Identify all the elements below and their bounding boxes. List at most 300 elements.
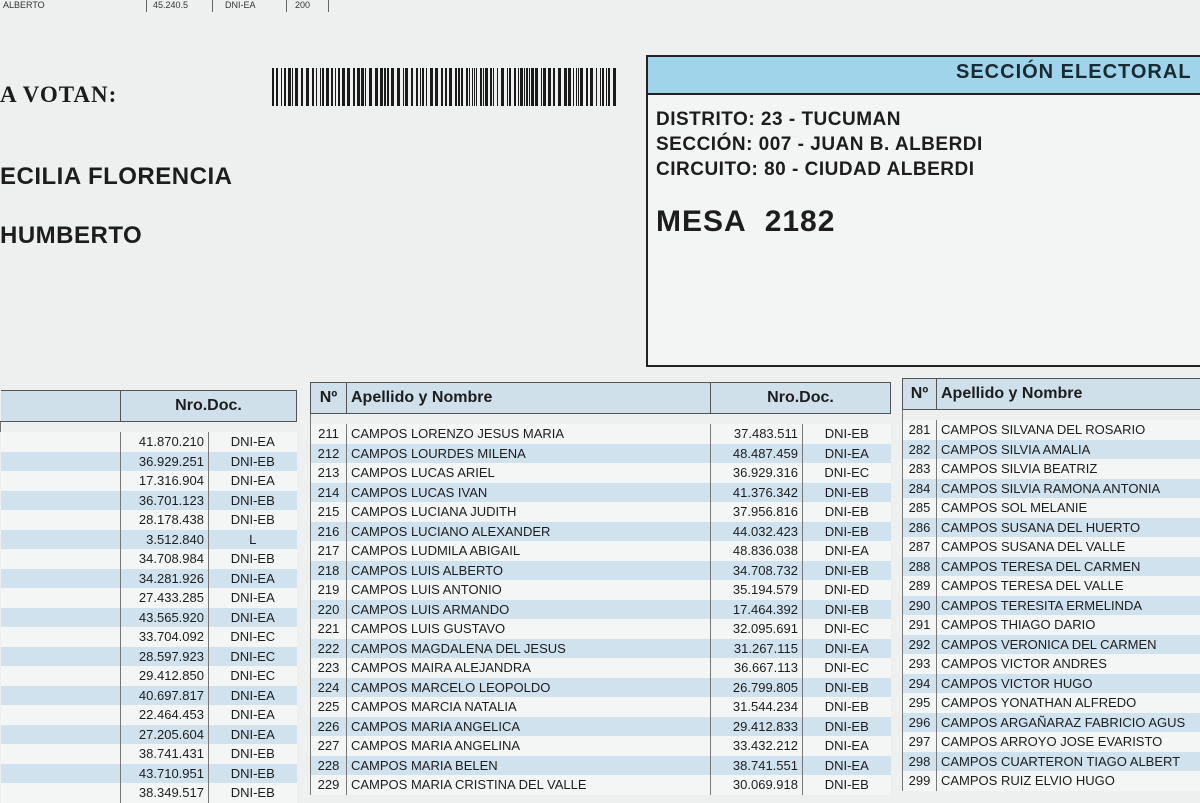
doc-number-cell: 36.667.113: [711, 658, 803, 678]
doc-type-cell: L: [209, 530, 297, 550]
doc-type-cell: DNI-EA: [209, 569, 297, 589]
table-row: [903, 518, 1200, 538]
barcode-bar: [573, 68, 574, 106]
barcode-bar: [608, 68, 610, 106]
voter-name-cell: CAMPOS SILVANA DEL ROSARIO: [937, 420, 1200, 440]
voter-name-cell: CAMPOS SOL MELANIE: [937, 498, 1200, 518]
barcode-bar: [596, 68, 597, 106]
table-row: [903, 771, 1200, 791]
doc-type-cell: DNI-EA: [209, 608, 297, 628]
table-row: [311, 502, 891, 522]
barcode-bar: [590, 68, 593, 106]
table-row: [903, 713, 1200, 733]
name-cell: [1, 705, 121, 725]
order-number-cell: 283: [903, 459, 937, 479]
barcode-bar: [458, 68, 460, 106]
barcode-bar: [602, 68, 604, 106]
table-row: [311, 775, 891, 795]
order-number-cell: 289: [903, 576, 937, 596]
table-row: [311, 424, 891, 444]
mesa-word: MESA: [656, 205, 747, 238]
barcode-bar: [535, 68, 538, 106]
barcode-bar: [326, 68, 329, 106]
barcode-bar: [469, 68, 470, 106]
section-title: SECCIÓN ELECTORAL: [956, 61, 1192, 84]
doc-type-cell: DNI-EA: [803, 756, 891, 776]
table-row: [903, 615, 1200, 635]
doc-type-cell: DNI-EB: [209, 549, 297, 569]
doc-type-cell: DNI-EA: [209, 705, 297, 725]
barcode-bar: [316, 68, 317, 106]
barcode-bar: [493, 68, 494, 106]
doc-type-cell: DNI-EC: [803, 658, 891, 678]
barcode-bar: [322, 68, 324, 106]
barcode-bar: [548, 68, 551, 106]
doc-number-cell: 38.741.551: [711, 756, 803, 776]
table-row: [1, 666, 297, 686]
doc-type-cell: DNI-EA: [803, 639, 891, 659]
order-number-cell: 218: [311, 561, 347, 581]
name-cell: [1, 510, 121, 530]
voter-name-cell: CAMPOS MARIA CRISTINA DEL VALLE: [347, 775, 711, 795]
order-number-cell: 291: [903, 615, 937, 635]
doc-number-cell: 17.464.392: [711, 600, 803, 620]
name-cell: [1, 627, 121, 647]
barcode-bar: [472, 68, 473, 106]
doc-type-cell: DNI-EB: [803, 502, 891, 522]
order-number-cell: 229: [311, 775, 347, 795]
table-row: [903, 654, 1200, 674]
doc-number-cell: 41.376.342: [711, 483, 803, 503]
name-cell: [1, 764, 121, 784]
voter-name-cell: CAMPOS TERESA DEL CARMEN: [937, 557, 1200, 577]
voter-name-cell: CAMPOS LUIS ANTONIO: [347, 580, 711, 600]
voter-name-cell: CAMPOS LOURDES MILENA: [347, 444, 711, 464]
barcode-bar: [476, 68, 477, 106]
barcode-bar: [483, 68, 484, 106]
barcode-bar: [529, 68, 530, 106]
doc-number-cell: 3.512.840: [121, 530, 209, 550]
doc-number-cell: 36.701.123: [121, 491, 209, 511]
mesa-number: 2182: [765, 205, 836, 238]
doc-number-cell: 43.565.920: [121, 608, 209, 628]
doc-type-cell: DNI-EC: [803, 463, 891, 483]
barcode-bar: [276, 68, 278, 106]
table-row: [1, 764, 297, 784]
table-row: [1, 569, 297, 589]
name-cell: [1, 569, 121, 589]
barcode-bar: [361, 68, 364, 106]
doc-number-cell: 48.487.459: [711, 444, 803, 464]
order-number-cell: 295: [903, 693, 937, 713]
voter-name-cell: CAMPOS VICTOR ANDRES: [937, 654, 1200, 674]
voter-name-cell: CAMPOS ARROYO JOSE EVARISTO: [937, 732, 1200, 752]
barcode-bar: [455, 68, 457, 106]
order-number-cell: 288: [903, 557, 937, 577]
barcode-bar: [288, 68, 291, 106]
doc-number-cell: 29.412.833: [711, 717, 803, 737]
barcode-bar: [272, 68, 274, 106]
middle-name-header: Apellido y Nombre: [347, 383, 711, 414]
order-number-cell: 213: [311, 463, 347, 483]
doc-number-cell: 33.432.212: [711, 736, 803, 756]
doc-type-cell: DNI-EB: [803, 424, 891, 444]
table-row: [903, 479, 1200, 499]
table-row: [1, 725, 297, 745]
barcode-bar: [295, 68, 298, 106]
barcode-bar: [485, 68, 488, 106]
doc-number-cell: 44.032.423: [711, 522, 803, 542]
table-row: [903, 576, 1200, 596]
middle-voter-table: [310, 382, 891, 795]
name-cell: [1, 666, 121, 686]
voter-name-cell: CAMPOS SILVIA BEATRIZ: [937, 459, 1200, 479]
barcode-bar: [490, 68, 492, 106]
order-number-cell: 226: [311, 717, 347, 737]
table-row: [1, 471, 297, 491]
order-number-cell: 290: [903, 596, 937, 616]
table-row: [311, 561, 891, 581]
name-cell: [1, 491, 121, 511]
table-spacer: [1, 422, 297, 433]
doc-type-cell: DNI-EB: [803, 483, 891, 503]
table-row: [903, 596, 1200, 616]
doc-type-cell: DNI-EA: [209, 471, 297, 491]
order-number-cell: 219: [311, 580, 347, 600]
doc-number-cell: 28.597.923: [121, 647, 209, 667]
order-number-cell: 223: [311, 658, 347, 678]
barcode-bar: [369, 68, 372, 106]
doc-number-cell: 35.194.579: [711, 580, 803, 600]
voter-name-cell: CAMPOS LUIS ARMANDO: [347, 600, 711, 620]
table-row: [1, 744, 297, 764]
table-row: [1, 491, 297, 511]
voter-name-cell: CAMPOS SILVIA RAMONA ANTONIA: [937, 479, 1200, 499]
order-number-cell: 284: [903, 479, 937, 499]
barcode-bar: [375, 68, 378, 106]
doc-type-cell: DNI-EB: [209, 783, 297, 803]
table-row: [311, 756, 891, 776]
barcode-bar: [449, 68, 452, 106]
doc-number-cell: 34.708.984: [121, 549, 209, 569]
doc-number-cell: 38.741.431: [121, 744, 209, 764]
barcode-bar: [474, 68, 475, 106]
barcode-bar: [422, 68, 424, 106]
name-cell: [1, 452, 121, 472]
doc-type-cell: DNI-EB: [209, 510, 297, 530]
name-cell: [1, 432, 121, 452]
doc-number-cell: 37.956.816: [711, 502, 803, 522]
barcode-bar: [613, 68, 616, 106]
distrito-line: DISTRITO: 23 - TUCUMAN: [656, 109, 901, 131]
doc-number-cell: 36.929.316: [711, 463, 803, 483]
section-box: [646, 55, 1200, 367]
doc-number-cell: 34.281.926: [121, 569, 209, 589]
doc-type-cell: DNI-EC: [803, 619, 891, 639]
table-row: [903, 498, 1200, 518]
barcode-bar: [576, 68, 577, 106]
barcode-bar: [347, 68, 350, 106]
table-row: [311, 717, 891, 737]
voter-name-cell: CAMPOS MARIA ANGELICA: [347, 717, 711, 737]
order-number-cell: 296: [903, 713, 937, 733]
voter-name-cell: CAMPOS MARCIA NATALIA: [347, 697, 711, 717]
mesa-label: [656, 205, 835, 239]
doc-number-cell: 38.349.517: [121, 783, 209, 803]
table-row: [903, 674, 1200, 694]
table-row: [311, 444, 891, 464]
left-name-header: [1, 391, 121, 422]
barcode-bar: [306, 68, 309, 106]
barcode-bar: [541, 68, 542, 106]
circuito-line: CIRCUITO: 80 - CIUDAD ALBERDI: [656, 159, 975, 181]
table-row: [311, 600, 891, 620]
barcode-bar: [387, 68, 389, 106]
seccion-line: SECCIÓN: 007 - JUAN B. ALBERDI: [656, 134, 983, 156]
doc-type-cell: DNI-EA: [803, 736, 891, 756]
right-voter-table: [902, 378, 1200, 791]
barcode-bar: [514, 68, 516, 106]
doc-number-cell: 34.708.732: [711, 561, 803, 581]
table-row: [903, 635, 1200, 655]
order-number-cell: 287: [903, 537, 937, 557]
voter-name-cell: CAMPOS LUCIANA JUDITH: [347, 502, 711, 522]
doc-type-cell: DNI-EB: [803, 600, 891, 620]
barcode-bar: [380, 68, 383, 106]
doc-number-cell: 32.095.691: [711, 619, 803, 639]
name-cell: [1, 647, 121, 667]
doc-type-cell: DNI-EB: [803, 561, 891, 581]
doc-type-cell: DNI-EC: [209, 627, 297, 647]
order-number-cell: 220: [311, 600, 347, 620]
doc-number-cell: 17.316.904: [121, 471, 209, 491]
doc-type-cell: DNI-EB: [803, 717, 891, 737]
table-spacer: [311, 414, 891, 425]
left-doc-header: Nro.Doc.: [121, 391, 297, 422]
doc-type-cell: DNI-EB: [209, 744, 297, 764]
table-row: [311, 697, 891, 717]
barcode-bar: [509, 68, 511, 106]
voter-name-cell: CAMPOS LUIS ALBERTO: [347, 561, 711, 581]
barcode-bar: [331, 68, 333, 106]
barcode-bar: [501, 68, 504, 106]
previous-page-strip: [0, 0, 330, 12]
voter-name-cell: CAMPOS THIAGO DARIO: [937, 615, 1200, 635]
order-number-cell: 281: [903, 420, 937, 440]
table-row: [903, 459, 1200, 479]
order-number-cell: 227: [311, 736, 347, 756]
voter-name-cell: CAMPOS RUIZ ELVIO HUGO: [937, 771, 1200, 791]
voter-name-cell: CAMPOS LUDMILA ABIGAIL: [347, 541, 711, 561]
barcode-bar: [430, 68, 433, 106]
table-row: [1, 452, 297, 472]
barcode-bar: [342, 68, 345, 106]
table-row: [1, 627, 297, 647]
voter-name-cell: CAMPOS MAGDALENA DEL JESUS: [347, 639, 711, 659]
order-number-cell: 297: [903, 732, 937, 752]
order-number-cell: 221: [311, 619, 347, 639]
table-row: [311, 580, 891, 600]
table-row: [311, 463, 891, 483]
doc-type-cell: DNI-EB: [209, 452, 297, 472]
table-row: [903, 420, 1200, 440]
doc-number-cell: 31.544.234: [711, 697, 803, 717]
table-spacer: [903, 410, 1200, 421]
table-row: [311, 639, 891, 659]
doc-number-cell: 28.178.438: [121, 510, 209, 530]
order-number-cell: 285: [903, 498, 937, 518]
order-number-cell: 298: [903, 752, 937, 772]
barcode-bar: [301, 68, 303, 106]
doc-type-cell: DNI-EB: [803, 678, 891, 698]
doc-number-cell: 43.710.951: [121, 764, 209, 784]
order-number-cell: 286: [903, 518, 937, 538]
voter-name-cell: CAMPOS SILVIA AMALIA: [937, 440, 1200, 460]
barcode-bar: [426, 68, 427, 106]
doc-number-cell: 40.697.817: [121, 686, 209, 706]
doc-type-cell: DNI-EB: [803, 522, 891, 542]
barcode-bar: [558, 68, 561, 106]
voter-name-cell: CAMPOS TERESITA ERMELINDA: [937, 596, 1200, 616]
order-number-cell: 292: [903, 635, 937, 655]
doc-number-cell: 37.483.511: [711, 424, 803, 444]
barcode-bar: [580, 68, 583, 106]
voter-name-cell: CAMPOS LUCIANO ALEXANDER: [347, 522, 711, 542]
table-row: [311, 658, 891, 678]
barcode-bar: [338, 68, 340, 106]
table-row: [1, 510, 297, 530]
order-number-cell: 222: [311, 639, 347, 659]
barcode-bar: [497, 68, 498, 106]
doc-type-cell: DNI-EA: [803, 444, 891, 464]
name-cell: [1, 530, 121, 550]
barcode-bar: [524, 68, 525, 106]
barcode-bar: [312, 68, 314, 106]
barcode-bar: [384, 68, 386, 106]
barcode-bar: [606, 68, 607, 106]
barcode-bar: [586, 68, 588, 106]
barcode-bar: [461, 68, 463, 106]
doc-type-cell: DNI-EC: [209, 647, 297, 667]
name-cell: [1, 725, 121, 745]
doc-number-cell: 26.799.805: [711, 678, 803, 698]
voter-name-cell: CAMPOS MARCELO LEOPOLDO: [347, 678, 711, 698]
middle-num-header: Nº: [311, 383, 347, 414]
voter-name-cell: CAMPOS MAIRA ALEJANDRA: [347, 658, 711, 678]
barcode-bar: [441, 68, 443, 106]
spacer-cell: [311, 414, 891, 425]
order-number-cell: 294: [903, 674, 937, 694]
barcode-bar: [281, 68, 282, 106]
name-cell: [1, 471, 121, 491]
barcode-bar: [531, 68, 534, 106]
voter-name-cell: CAMPOS VERONICA DEL CARMEN: [937, 635, 1200, 655]
doc-number-cell: 29.412.850: [121, 666, 209, 686]
voter-name-cell: CAMPOS YONATHAN ALFREDO: [937, 693, 1200, 713]
strip-name: ALBERTO: [0, 0, 147, 12]
table-row: [903, 732, 1200, 752]
table-row: [903, 693, 1200, 713]
barcode-bar: [445, 68, 447, 106]
doc-type-cell: DNI-ED: [803, 580, 891, 600]
table-row: [1, 530, 297, 550]
barcode-bar: [405, 68, 408, 106]
strip-extra: 200: [292, 0, 329, 12]
right-name-header: Apellido y Nombre: [937, 379, 1200, 410]
table-row: [311, 522, 891, 542]
barcode-image: [272, 68, 616, 106]
strip-type: DNI-EA: [222, 0, 287, 12]
barcode-bar: [420, 68, 421, 106]
doc-number-cell: 31.267.115: [711, 639, 803, 659]
spacer-cell: [903, 410, 1200, 421]
doc-type-cell: DNI-EA: [803, 541, 891, 561]
doc-type-cell: DNI-EB: [209, 491, 297, 511]
name-cell: [1, 744, 121, 764]
table-row: [311, 483, 891, 503]
barcode-bar: [397, 68, 400, 106]
barcode-bar: [543, 68, 546, 106]
barcode-bar: [320, 68, 321, 106]
order-number-cell: 225: [311, 697, 347, 717]
barcode-bar: [518, 68, 519, 106]
voter-name-cell: CAMPOS LORENZO JESUS MARIA: [347, 424, 711, 444]
name-cell: [1, 588, 121, 608]
barcode-bar: [391, 68, 394, 106]
left-voter-table: [0, 390, 297, 803]
barcode-bar: [416, 68, 418, 106]
barcode-bar: [365, 68, 366, 106]
barcode-bar: [335, 68, 336, 106]
order-number-cell: 215: [311, 502, 347, 522]
voter-name-cell: CAMPOS ARGAÑARAZ FABRICIO AGUS: [937, 713, 1200, 733]
name-cell: [1, 549, 121, 569]
table-row: [903, 537, 1200, 557]
doc-number-cell: 36.929.251: [121, 452, 209, 472]
table-row: [1, 686, 297, 706]
voter-name-line-1: ECILIA FLORENCIA: [0, 163, 232, 191]
doc-number-cell: 27.433.285: [121, 588, 209, 608]
order-number-cell: 214: [311, 483, 347, 503]
table-row: [1, 588, 297, 608]
doc-number-cell: 30.069.918: [711, 775, 803, 795]
voter-name-cell: CAMPOS SUSANA DEL VALLE: [937, 537, 1200, 557]
voter-name-cell: CAMPOS LUCAS ARIEL: [347, 463, 711, 483]
barcode-bar: [435, 68, 438, 106]
voter-name-cell: CAMPOS VICTOR HUGO: [937, 674, 1200, 694]
barcode-bar: [568, 68, 571, 106]
doc-number-cell: 33.704.092: [121, 627, 209, 647]
voter-name-cell: CAMPOS LUIS GUSTAVO: [347, 619, 711, 639]
order-number-cell: 299: [903, 771, 937, 791]
order-number-cell: 228: [311, 756, 347, 776]
right-num-header: Nº: [903, 379, 937, 410]
barcode-bar: [353, 68, 355, 106]
barcode-bar: [403, 68, 404, 106]
order-number-cell: 216: [311, 522, 347, 542]
doc-type-cell: DNI-EA: [209, 588, 297, 608]
table-row: [1, 608, 297, 628]
table-row: [1, 647, 297, 667]
order-number-cell: 217: [311, 541, 347, 561]
order-number-cell: 293: [903, 654, 937, 674]
barcode-bar: [284, 68, 286, 106]
voter-name-cell: CAMPOS MARIA BELEN: [347, 756, 711, 776]
barcode-bar: [357, 68, 360, 106]
middle-doc-header: Nro.Doc.: [711, 383, 891, 414]
table-row: [311, 541, 891, 561]
doc-type-cell: DNI-EA: [209, 686, 297, 706]
